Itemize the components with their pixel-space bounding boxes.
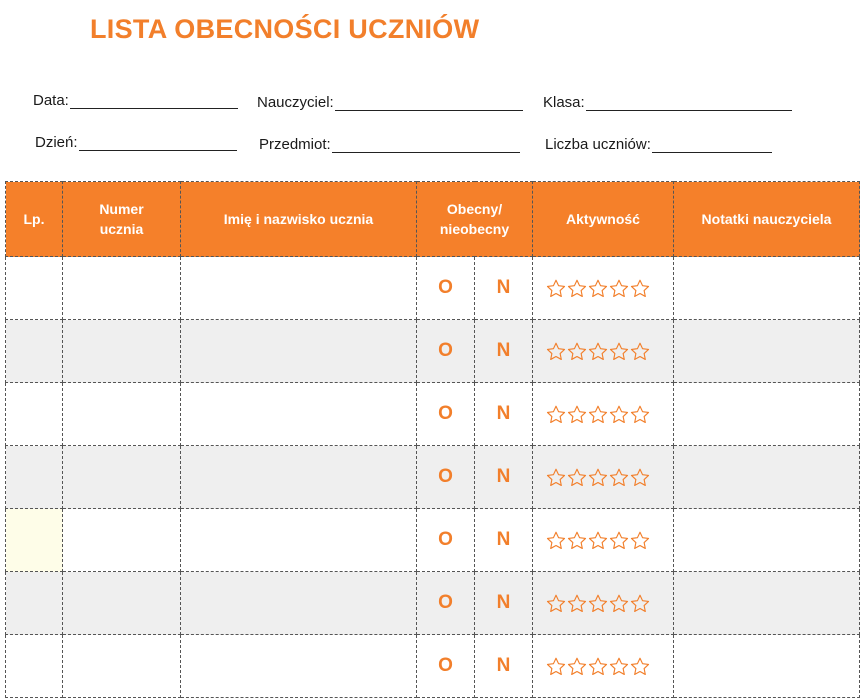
cell-teacher-notes[interactable]: [674, 320, 860, 383]
cell-student-number[interactable]: [63, 635, 181, 698]
cell-student-number[interactable]: [63, 509, 181, 572]
class-label: Klasa:: [543, 94, 585, 111]
rating-star-icon[interactable]: [546, 468, 566, 487]
rating-star-icon[interactable]: [588, 468, 608, 487]
date-field[interactable]: [33, 92, 238, 109]
rating-star-icon[interactable]: [546, 405, 566, 424]
present-mark[interactable]: O: [417, 509, 475, 572]
table-row: [6, 257, 860, 320]
cell-teacher-notes[interactable]: [674, 383, 860, 446]
table-row: [6, 446, 860, 509]
rating-star-icon[interactable]: [630, 279, 650, 298]
subject-label: Przedmiot:: [259, 136, 331, 153]
table-row: [6, 509, 860, 572]
activity-rating: [533, 383, 674, 446]
rating-star-icon[interactable]: [630, 594, 650, 613]
rating-star-icon[interactable]: [546, 594, 566, 613]
table-row: [6, 383, 860, 446]
table-row: [6, 320, 860, 383]
rating-star-icon[interactable]: [630, 405, 650, 424]
activity-rating: [533, 446, 674, 509]
rating-star-icon[interactable]: [588, 405, 608, 424]
present-mark[interactable]: O: [417, 383, 475, 446]
header-activity: Aktywność: [533, 182, 674, 257]
present-mark[interactable]: O: [417, 635, 475, 698]
absent-mark[interactable]: N: [475, 383, 533, 446]
rating-star-icon[interactable]: [630, 468, 650, 487]
page-title: LISTA OBECNOŚCI UCZNIÓW: [90, 14, 480, 44]
rating-star-icon[interactable]: [609, 531, 629, 550]
rating-star-icon[interactable]: [567, 342, 587, 361]
present-mark[interactable]: O: [417, 572, 475, 635]
cell-lp[interactable]: [6, 257, 63, 320]
header-presence: Obecny/ nieobecny: [417, 182, 533, 257]
activity-rating: [533, 320, 674, 383]
cell-teacher-notes[interactable]: [674, 572, 860, 635]
day-label: Dzień:: [35, 134, 78, 151]
absent-mark[interactable]: N: [475, 509, 533, 572]
rating-star-icon[interactable]: [588, 531, 608, 550]
cell-student-number[interactable]: [63, 383, 181, 446]
activity-rating: [533, 257, 674, 320]
cell-teacher-notes[interactable]: [674, 635, 860, 698]
cell-student-name[interactable]: [181, 635, 417, 698]
cell-teacher-notes[interactable]: [674, 446, 860, 509]
rating-star-icon[interactable]: [546, 279, 566, 298]
teacher-label: Nauczyciel:: [257, 94, 334, 111]
rating-star-icon[interactable]: [609, 342, 629, 361]
rating-star-icon[interactable]: [567, 657, 587, 676]
rating-star-icon[interactable]: [588, 279, 608, 298]
student-count-field[interactable]: [545, 136, 772, 153]
cell-student-number[interactable]: [63, 257, 181, 320]
table-header-row: [6, 182, 860, 257]
cell-teacher-notes[interactable]: [674, 509, 860, 572]
rating-star-icon[interactable]: [567, 279, 587, 298]
rating-star-icon[interactable]: [588, 342, 608, 361]
cell-student-name[interactable]: [181, 383, 417, 446]
rating-star-icon[interactable]: [609, 657, 629, 676]
header-teacher-notes: Notatki nauczyciela: [674, 182, 860, 257]
header-student-name: Imię i nazwisko ucznia: [181, 182, 417, 257]
table-row: [6, 635, 860, 698]
cell-lp[interactable]: [6, 383, 63, 446]
day-field[interactable]: [35, 134, 237, 151]
header-student-number: Numer ucznia: [63, 182, 181, 257]
rating-star-icon[interactable]: [546, 342, 566, 361]
rating-star-icon[interactable]: [567, 594, 587, 613]
cell-student-number[interactable]: [63, 572, 181, 635]
date-label: Data:: [33, 92, 69, 109]
rating-star-icon[interactable]: [630, 531, 650, 550]
absent-mark[interactable]: N: [475, 572, 533, 635]
cell-lp[interactable]: [6, 509, 63, 572]
absent-mark[interactable]: N: [475, 635, 533, 698]
table-row: [6, 572, 860, 635]
activity-rating: [533, 509, 674, 572]
rating-star-icon[interactable]: [588, 657, 608, 676]
cell-student-name[interactable]: [181, 320, 417, 383]
cell-student-name[interactable]: [181, 446, 417, 509]
rating-star-icon[interactable]: [546, 531, 566, 550]
absent-mark[interactable]: N: [475, 257, 533, 320]
activity-rating: [533, 572, 674, 635]
cell-lp[interactable]: [6, 572, 63, 635]
cell-lp[interactable]: [6, 320, 63, 383]
cell-student-number[interactable]: [63, 446, 181, 509]
rating-star-icon[interactable]: [567, 405, 587, 424]
rating-star-icon[interactable]: [630, 657, 650, 676]
cell-lp[interactable]: [6, 446, 63, 509]
rating-star-icon[interactable]: [588, 594, 608, 613]
rating-star-icon[interactable]: [609, 279, 629, 298]
student-count-label: Liczba uczniów:: [545, 136, 651, 153]
rating-star-icon[interactable]: [609, 594, 629, 613]
cell-student-name[interactable]: [181, 509, 417, 572]
teacher-field[interactable]: [257, 94, 523, 111]
absent-mark[interactable]: N: [475, 446, 533, 509]
header-lp: Lp.: [6, 182, 63, 257]
activity-rating: [533, 635, 674, 698]
absent-mark[interactable]: N: [475, 320, 533, 383]
rating-star-icon[interactable]: [567, 468, 587, 487]
rating-star-icon[interactable]: [609, 405, 629, 424]
class-field[interactable]: [543, 94, 792, 111]
rating-star-icon[interactable]: [609, 468, 629, 487]
rating-star-icon[interactable]: [546, 657, 566, 676]
cell-student-number[interactable]: [63, 320, 181, 383]
rating-star-icon[interactable]: [630, 342, 650, 361]
present-mark[interactable]: O: [417, 257, 475, 320]
present-mark[interactable]: O: [417, 320, 475, 383]
present-mark[interactable]: O: [417, 446, 475, 509]
subject-field[interactable]: [259, 136, 520, 153]
cell-lp[interactable]: [6, 635, 63, 698]
cell-student-name[interactable]: [181, 257, 417, 320]
attendance-table: [5, 181, 860, 698]
cell-student-name[interactable]: [181, 572, 417, 635]
cell-teacher-notes[interactable]: [674, 257, 860, 320]
rating-star-icon[interactable]: [567, 531, 587, 550]
